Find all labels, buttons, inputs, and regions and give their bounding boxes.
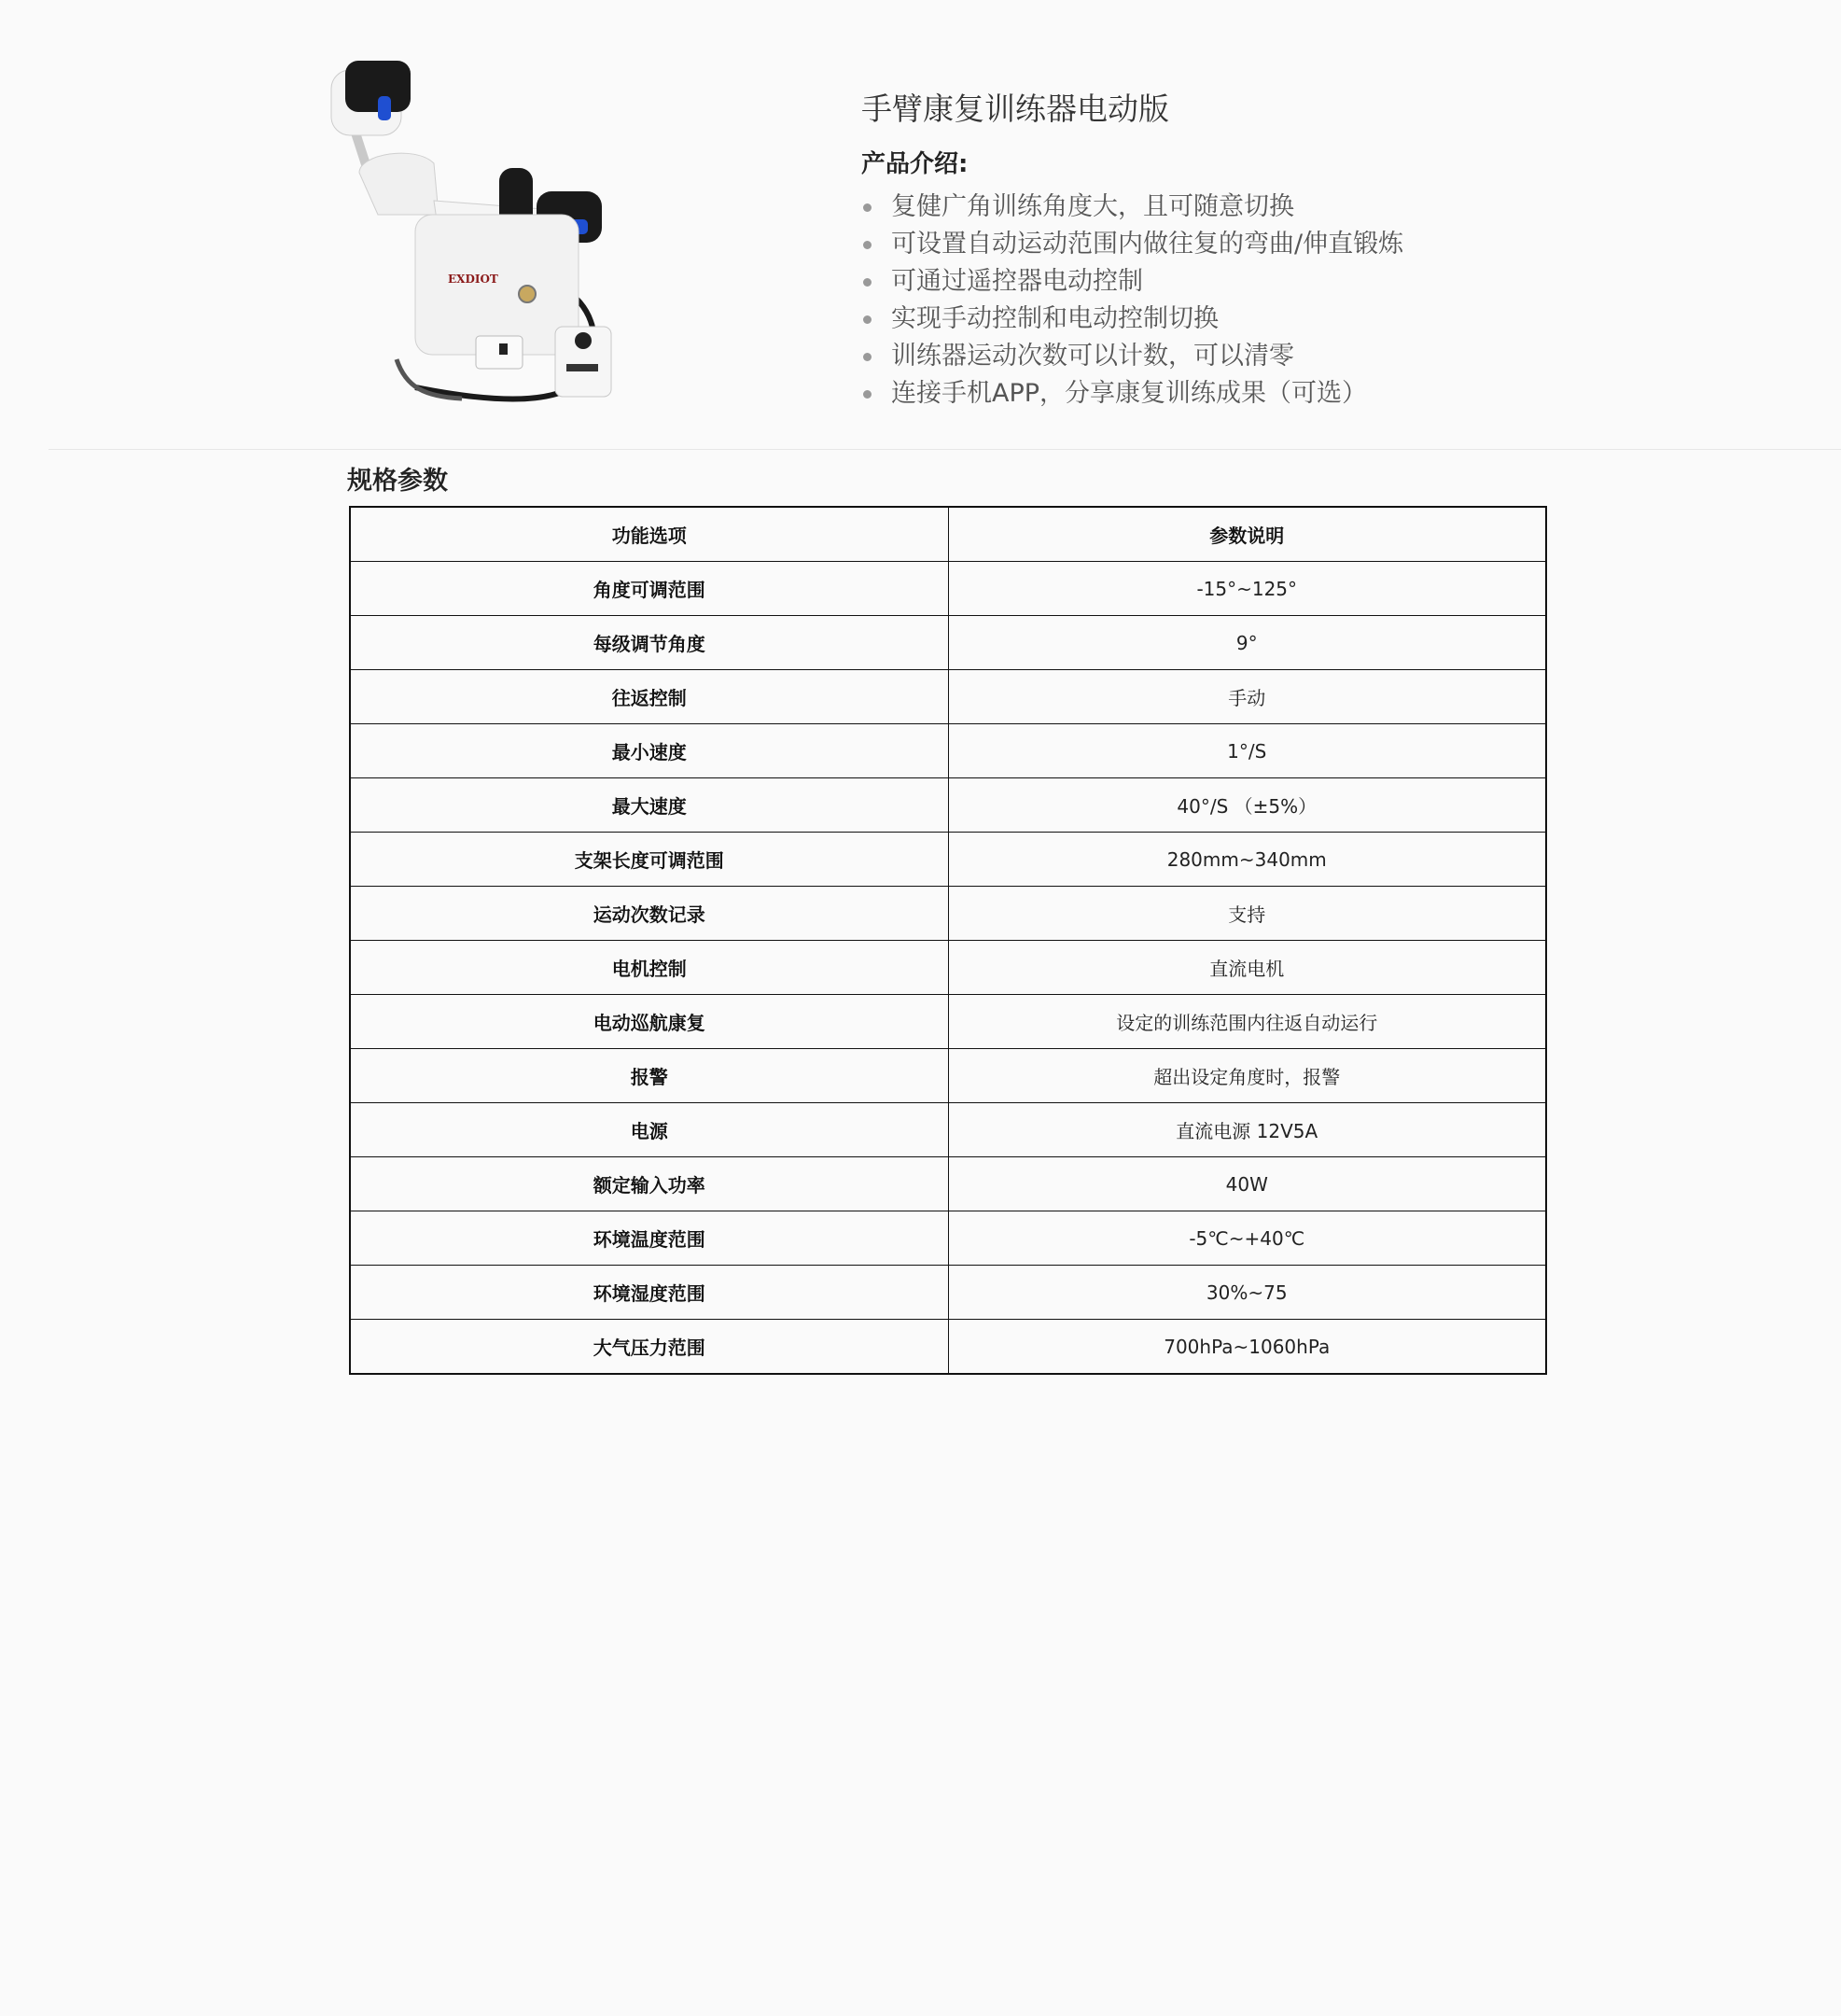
feature-text: 连接手机APP，分享康复训练成果（可选）	[891, 379, 1368, 408]
spec-label: 支架长度可调范围	[350, 833, 948, 887]
spec-value: 支持	[948, 887, 1546, 941]
table-header-row	[350, 507, 1546, 562]
feature-item	[861, 338, 1794, 375]
spec-label: 角度可调范围	[350, 562, 948, 616]
spec-value: 手动	[948, 670, 1546, 724]
spec-value: 超出设定角度时，报警	[948, 1049, 1546, 1103]
spec-label: 环境湿度范围	[350, 1266, 948, 1320]
column-header-description: 参数说明	[948, 507, 1546, 562]
bullet-icon	[863, 390, 872, 399]
table-row	[350, 995, 1546, 1049]
table-row	[350, 562, 1546, 616]
product-title: 手臂康复训练器电动版	[861, 91, 1169, 127]
spec-value: 700hPa~1060hPa	[948, 1320, 1546, 1375]
table-row	[350, 941, 1546, 995]
column-header-option: 功能选项	[350, 507, 948, 562]
arm-rehab-device-illustration	[322, 51, 672, 425]
table-row	[350, 1266, 1546, 1320]
spec-label: 最大速度	[350, 778, 948, 833]
spec-label: 每级调节角度	[350, 616, 948, 670]
spec-label: 电动巡航康复	[350, 995, 948, 1049]
feature-item	[861, 301, 1794, 338]
spec-label: 报警	[350, 1049, 948, 1103]
table-row	[350, 833, 1546, 887]
spec-value: 280mm~340mm	[948, 833, 1546, 887]
spec-value: 设定的训练范围内往返自动运行	[948, 995, 1546, 1049]
spec-label: 最小速度	[350, 724, 948, 778]
product-section	[0, 0, 1841, 448]
table-row	[350, 887, 1546, 941]
spec-value: 40°/S （±5%）	[948, 778, 1546, 833]
table-row	[350, 724, 1546, 778]
table-row	[350, 1157, 1546, 1211]
spec-label: 电源	[350, 1103, 948, 1157]
table-row	[350, 1103, 1546, 1157]
feature-text: 训练器运动次数可以计数，可以清零	[891, 342, 1294, 371]
feature-text: 复健广角训练角度大，且可随意切换	[891, 192, 1294, 221]
spec-label: 往返控制	[350, 670, 948, 724]
product-intro	[861, 86, 1794, 413]
section-divider	[49, 449, 1841, 450]
spec-label: 电机控制	[350, 941, 948, 995]
feature-text: 可设置自动运动范围内做往复的弯曲/伸直锻炼	[891, 230, 1404, 259]
product-logo: EXDIOT	[448, 273, 498, 286]
spec-value: -15°~125°	[948, 562, 1546, 616]
feature-item	[861, 226, 1794, 263]
feature-text: 实现手动控制和电动控制切换	[891, 304, 1219, 333]
intro-heading: 产品介绍:	[861, 150, 969, 178]
product-image	[322, 51, 672, 425]
table-row	[350, 670, 1546, 724]
spec-value: 40W	[948, 1157, 1546, 1211]
spec-value: 9°	[948, 616, 1546, 670]
bullet-icon	[863, 278, 872, 287]
spec-value: 30%~75	[948, 1266, 1546, 1320]
spec-value: -5℃~+40℃	[948, 1211, 1546, 1266]
bullet-icon	[863, 241, 872, 249]
feature-list	[861, 189, 1794, 413]
spec-label: 大气压力范围	[350, 1320, 948, 1375]
spec-label: 运动次数记录	[350, 887, 948, 941]
table-row	[350, 1049, 1546, 1103]
bullet-icon	[863, 353, 872, 361]
feature-item	[861, 189, 1794, 226]
spec-label: 环境温度范围	[350, 1211, 948, 1266]
table-row	[350, 1211, 1546, 1266]
spec-heading: 规格参数	[347, 467, 448, 496]
table-row	[350, 778, 1546, 833]
feature-text: 可通过遥控器电动控制	[891, 267, 1143, 296]
table-row	[350, 616, 1546, 670]
table-row	[350, 1320, 1546, 1375]
spec-value: 1°/S	[948, 724, 1546, 778]
spec-value: 直流电源 12V5A	[948, 1103, 1546, 1157]
feature-item	[861, 263, 1794, 301]
spec-value: 直流电机	[948, 941, 1546, 995]
bullet-icon	[863, 315, 872, 324]
spec-label: 额定输入功率	[350, 1157, 948, 1211]
spec-table	[349, 506, 1547, 1375]
bullet-icon	[863, 203, 872, 212]
feature-item	[861, 375, 1794, 413]
